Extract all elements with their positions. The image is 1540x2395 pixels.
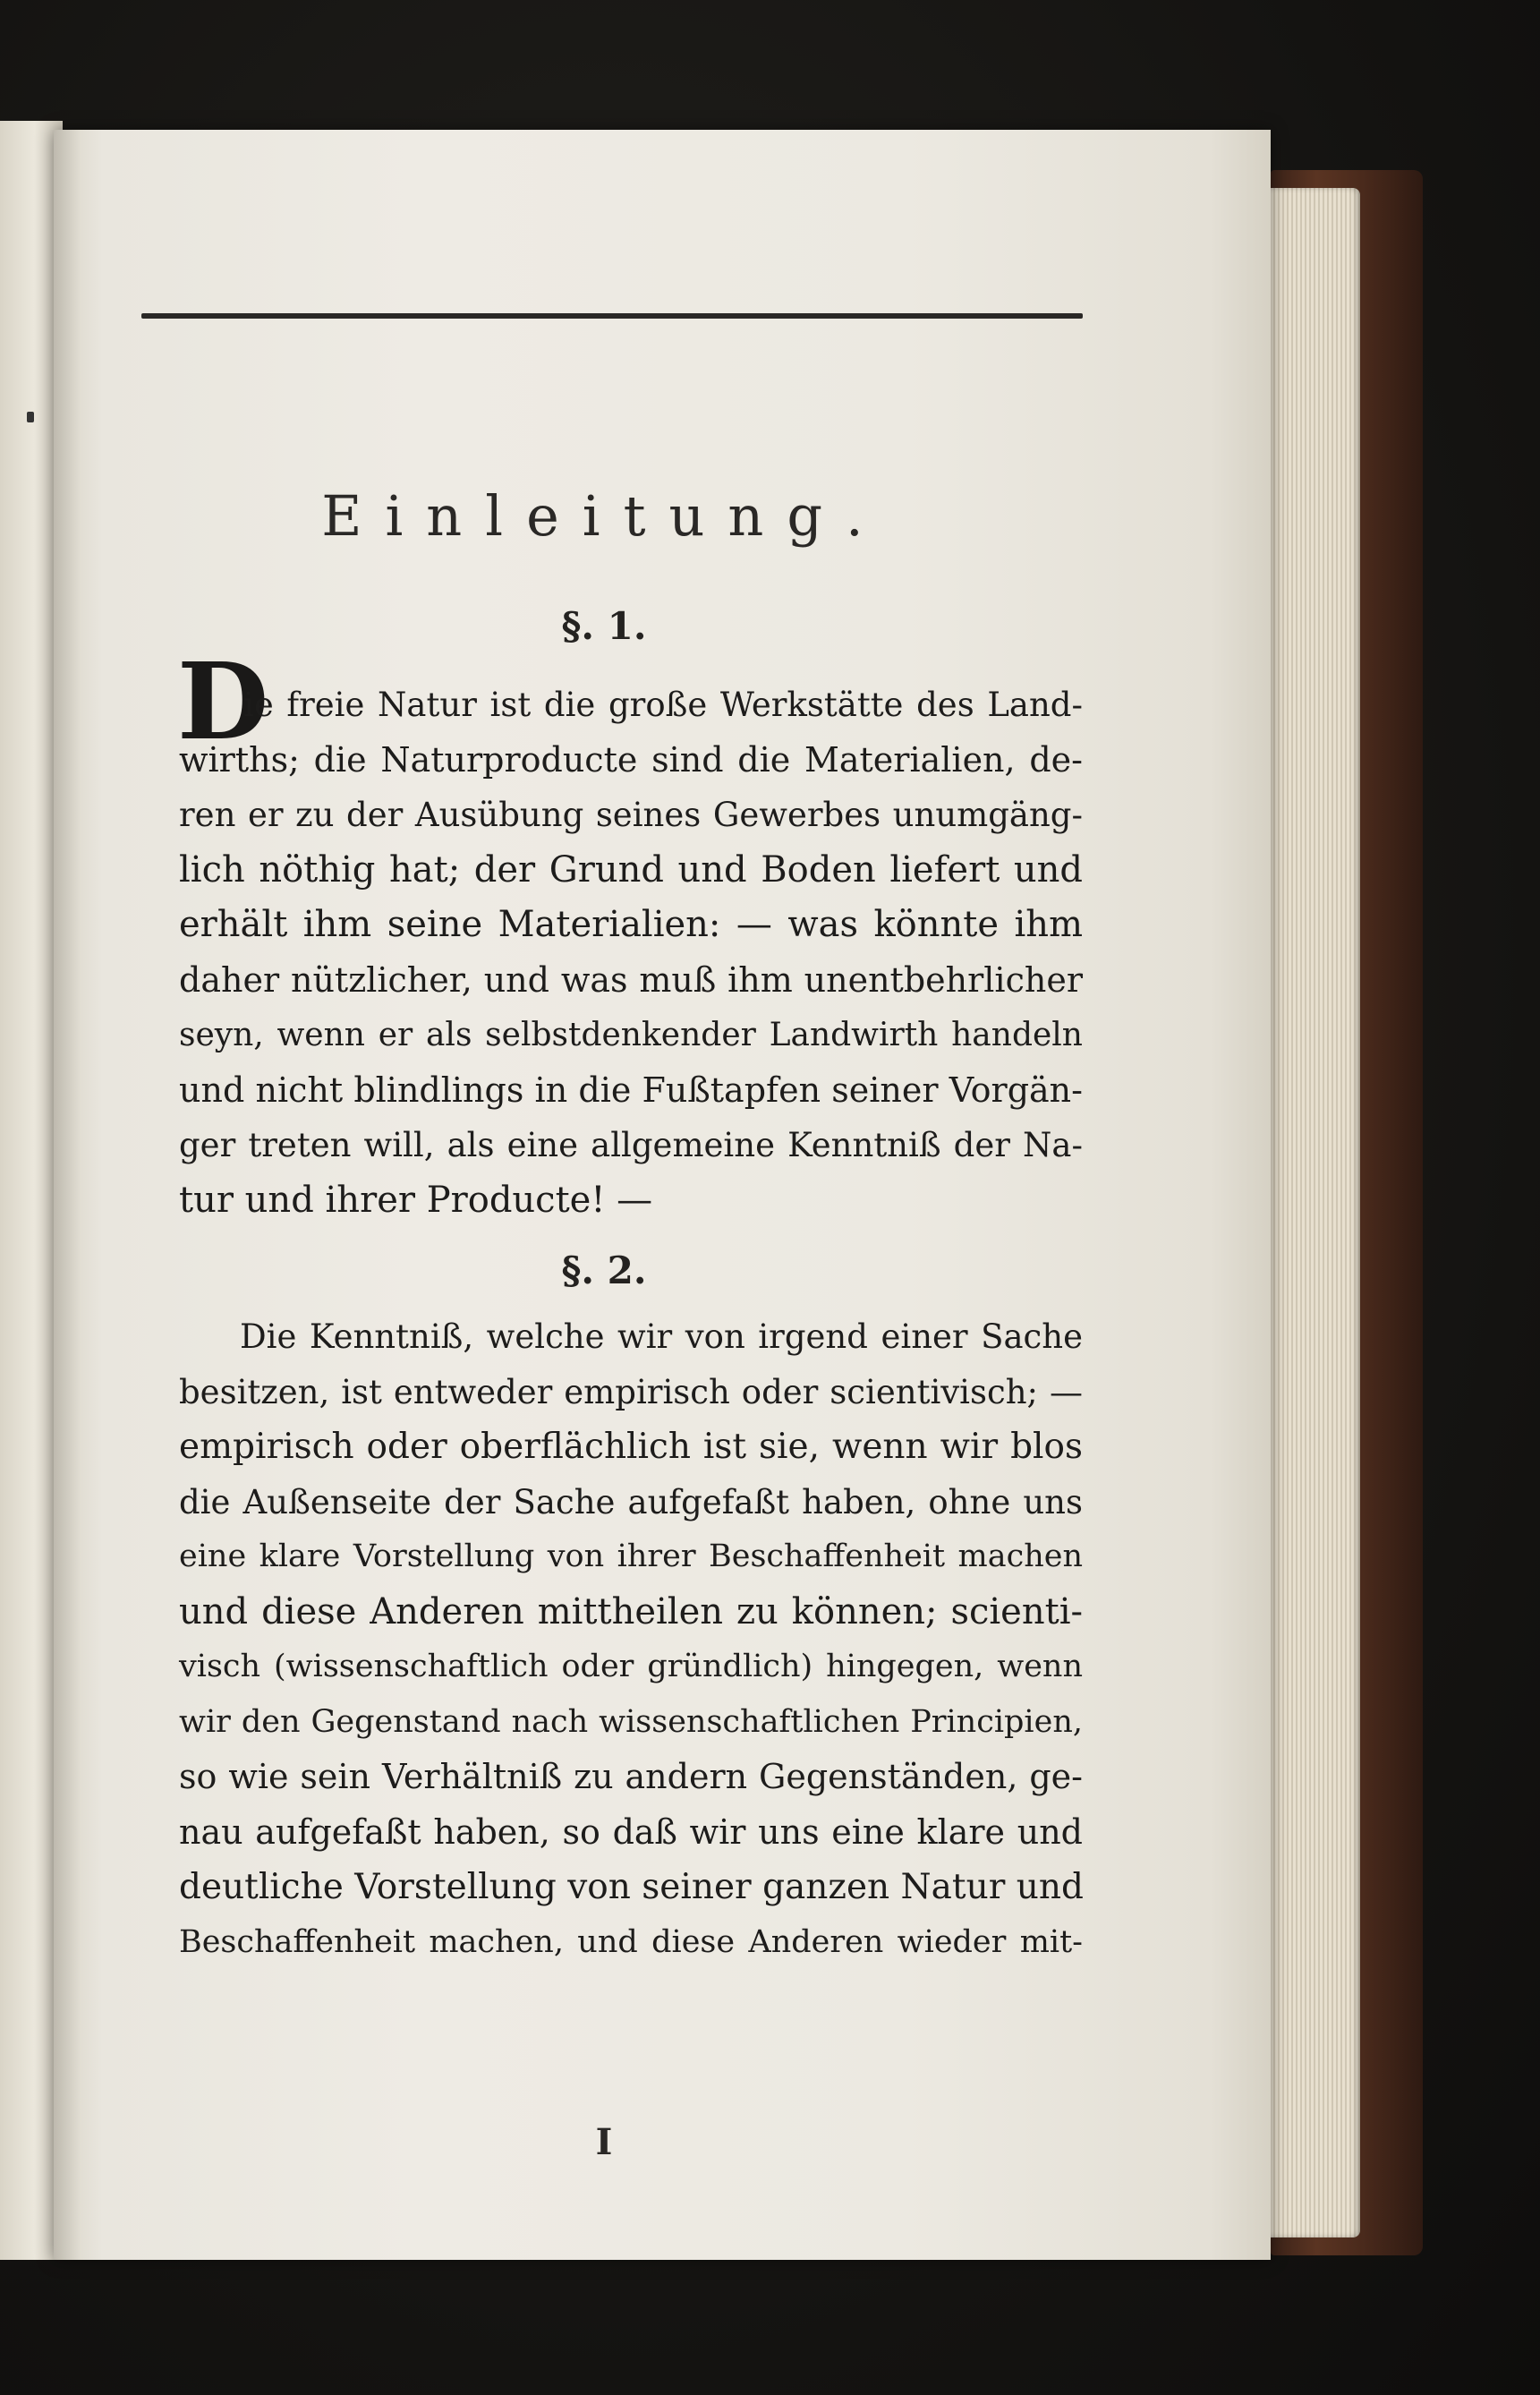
text-line: wirths; die Naturproducte sind die Materialien, de- — [179, 739, 1083, 780]
text-line: deutliche Vorstellung von seiner ganzen Natur und — [179, 1867, 1084, 1907]
ink-mark — [27, 412, 34, 422]
text-line: visch (wissenschaftlich oder gründlich) hingegen, wenn — [179, 1649, 1083, 1684]
drop-cap: D — [177, 639, 269, 763]
text-line: seyn, wenn er als selbstdenkender Landwirth handeln — [179, 1017, 1083, 1053]
section-2-paragraph — [179, 1309, 1083, 1970]
text-line: Beschaffenheit machen, und diese Anderen wieder mit- — [179, 1923, 1083, 1960]
section-2-mark: §. 2. — [561, 1249, 647, 1292]
page-number: I — [595, 2121, 613, 2163]
text-line: und diese Anderen mittheilen zu können; scienti- — [179, 1590, 1083, 1632]
header-rule — [141, 313, 1083, 319]
text-line: und nicht blindlings in die Fußtapfen seiner Vorgän- — [179, 1070, 1083, 1110]
section-1-paragraph — [179, 678, 1083, 1228]
section-1-mark: §. 1. — [561, 604, 647, 648]
page-gutter-shadow — [54, 130, 81, 2260]
text-line: erhält ihm seine Materialien: — was könnte ihm — [179, 904, 1083, 945]
text-line: eine klare Vorstellung von ihrer Beschaffenheit machen — [179, 1538, 1083, 1574]
text-line: ren er zu der Ausübung seines Gewerbes unumgäng- — [179, 796, 1083, 834]
text-line: ie freie Natur ist die große Werkstätte des Land- — [243, 686, 1083, 724]
book-page — [54, 130, 1271, 2260]
text-line: Die Kenntniß, welche wir von irgend einer Sache — [240, 1317, 1083, 1356]
chapter-heading: Einleitung. — [321, 483, 887, 549]
text-line: so wie sein Verhältniß zu andern Gegenständen, ge- — [179, 1757, 1083, 1796]
text-line: ger treten will, als eine allgemeine Kenntniß der Na- — [179, 1126, 1083, 1164]
text-line: besitzen, ist entweder empirisch oder scientivisch; — — [179, 1372, 1083, 1411]
text-line: die Außenseite der Sache aufgefaßt haben, ohne uns — [179, 1482, 1083, 1521]
text-line: wir den Gegenstand nach wissenschaftlichen Principien, — [179, 1703, 1083, 1740]
text-line: tur und ihrer Producte! — — [179, 1179, 653, 1221]
text-line: daher nützlicher, und was muß ihm unentbehrlicher — [179, 959, 1083, 1000]
text-line: nau aufgefaßt haben, so daß wir uns eine klare und — [179, 1811, 1083, 1852]
text-line: lich nöthig hat; der Grund und Boden liefert und — [179, 848, 1083, 891]
text-line: empirisch oder oberflächlich ist sie, wenn wir blos — [179, 1427, 1083, 1467]
